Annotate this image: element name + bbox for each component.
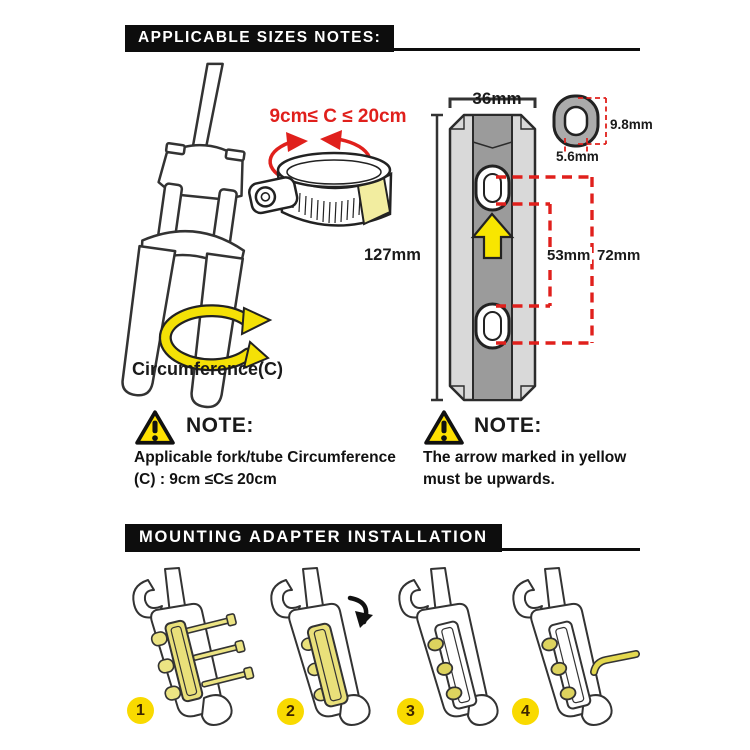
mounting-adapter-title: MOUNTING ADAPTER INSTALLATION	[125, 524, 502, 552]
header-rule	[394, 48, 640, 51]
clamp-range-label: 9cm≤ C ≤ 20cm	[269, 106, 407, 127]
step-badge-2: 2	[277, 698, 304, 725]
applicable-sizes-title: APPLICABLE SIZES NOTES:	[125, 25, 394, 52]
warning-icon	[133, 409, 177, 447]
dim-53mm-label: 53mm	[547, 247, 591, 264]
section1-header	[125, 25, 640, 52]
circumference-label: Circumference(C)	[132, 359, 284, 379]
dim-127mm-label: 127mm	[364, 246, 421, 264]
note-left-line-2: (C) : 9cm ≤C≤ 20cm	[134, 470, 277, 488]
step-badge-4: 4	[512, 698, 539, 725]
grommet-illustration	[554, 96, 598, 146]
rotate-arrow-icon	[350, 598, 373, 628]
section2-header	[125, 524, 640, 552]
warning-icon	[422, 409, 466, 447]
dim-9-8mm-label: 9.8mm	[610, 117, 653, 132]
note-left-body	[134, 447, 396, 490]
note-left-line-1: Applicable fork/tube Circumference	[134, 449, 396, 466]
step-badge-3: 3	[397, 698, 424, 725]
step-badge-1: 1	[127, 697, 154, 724]
note-right-body	[423, 447, 626, 490]
note-right-title: NOTE:	[474, 414, 542, 437]
dim-5-6mm-label: 5.6mm	[556, 149, 599, 164]
allen-key-icon	[594, 654, 636, 672]
note-left-title: NOTE:	[186, 414, 254, 437]
header-rule	[502, 548, 640, 551]
note-right-line-2: must be upwards.	[423, 470, 555, 488]
note-right-line-1: The arrow marked in yellow	[423, 449, 627, 466]
dim-36mm-label: 36mm	[472, 89, 522, 108]
dim-72mm-label: 72mm	[597, 247, 641, 264]
